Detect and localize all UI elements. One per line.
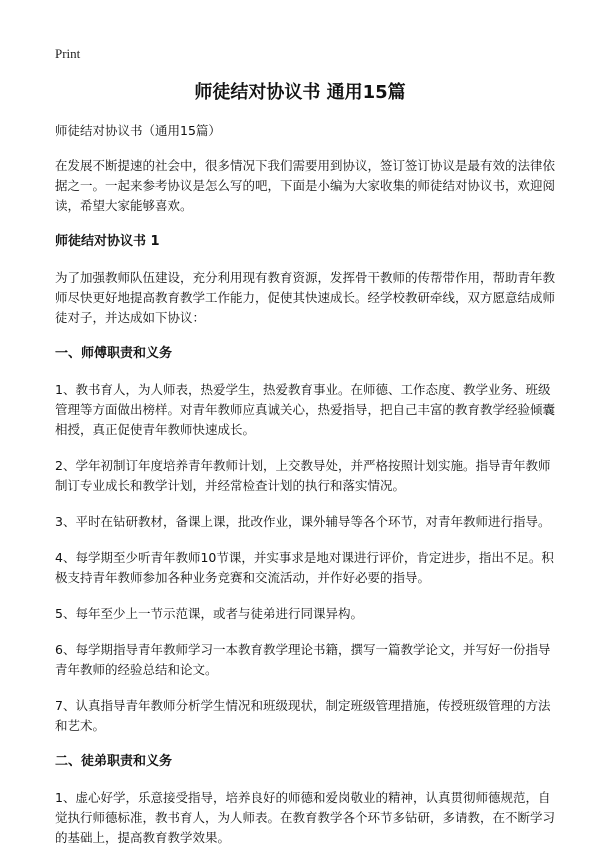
document-body: [55, 121, 555, 864]
section-heading: 师徒结对协议书 1: [55, 234, 160, 249]
master-duty-item: 5、每年至少上一节示范课，或者与徒弟进行同课异构。: [55, 606, 363, 621]
master-duty-item: 7、认真指导青年教师分析学生情况和班级现状，制定班级管理措施，传授班级管理的方法和艺术。: [55, 698, 551, 733]
intro-paragraph: 在发展不断提速的社会中，很多情况下我们需要用到协议，签订签订协议是最有效的法律依据之一。一起来参考协议是怎么写的吧，下面是小编为大家收集的师徒结对协议书，欢迎阅读，希望大家能够喜欢。: [55, 158, 556, 213]
document-subtitle: 师徒结对协议书（通用15篇）: [55, 123, 221, 138]
section-intro-paragraph: 为了加强教师队伍建设，充分利用现有教育资源，发挥骨干教师的传帮带作用，帮助青年教师尽快更好地提高教育教学工作能力，促使其快速成长。经学校教研牵线，双方愿意结成师徒对子，并达成如下协议：: [55, 270, 556, 325]
apprentice-duties-heading: 二、徒弟职责和义务: [55, 754, 173, 769]
apprentice-duty-item: 1、虚心好学，乐意接受指导，培养良好的师德和爱岗敬业的精神，认真贯彻师德规范，自觉执行师德标准，教书育人，为人师表。在教育教学各个环节多钻研，多请教，在不断学习的基础上，提高教育教学效果。: [55, 790, 556, 845]
master-duty-item: 4、每学期至少听青年教师10节课，并实事求是地对课进行评价，肯定进步，指出不足。积极支持青年教师参加各种业务竞赛和交流活动，并作好必要的指导。: [55, 550, 554, 585]
master-duty-item: 6、每学期指导青年教师学习一本教育教学理论书籍，撰写一篇教学论文，并写好一份指导青年教师的经验总结和论文。: [55, 642, 551, 677]
master-duty-item: 3、平时在钻研教材，备课上课，批改作业，课外辅导等各个环节，对青年教师进行指导。: [55, 514, 551, 529]
print-link[interactable]: Print: [55, 46, 81, 61]
master-duty-item: 2、学年初制订年度培养青年教师计划，上交教导处，并严格按照计划实施。指导青年教师制订专业成长和教学计划，并经常检查计划的执行和落实情况。: [55, 458, 551, 493]
master-duties-heading: 一、师傅职责和义务: [55, 346, 173, 361]
page-title: 师徒结对协议书 通用15篇: [194, 82, 406, 103]
master-duty-item: 1、教书育人，为人师表，热爱学生，热爱教育事业。在师德、工作态度、教学业务、班级管理等方面做出榜样。对青年教师应真诚关心，热爱指导，把自己丰富的教育教学经验倾囊相授，真正促使青年教师快速成长。: [55, 382, 556, 437]
